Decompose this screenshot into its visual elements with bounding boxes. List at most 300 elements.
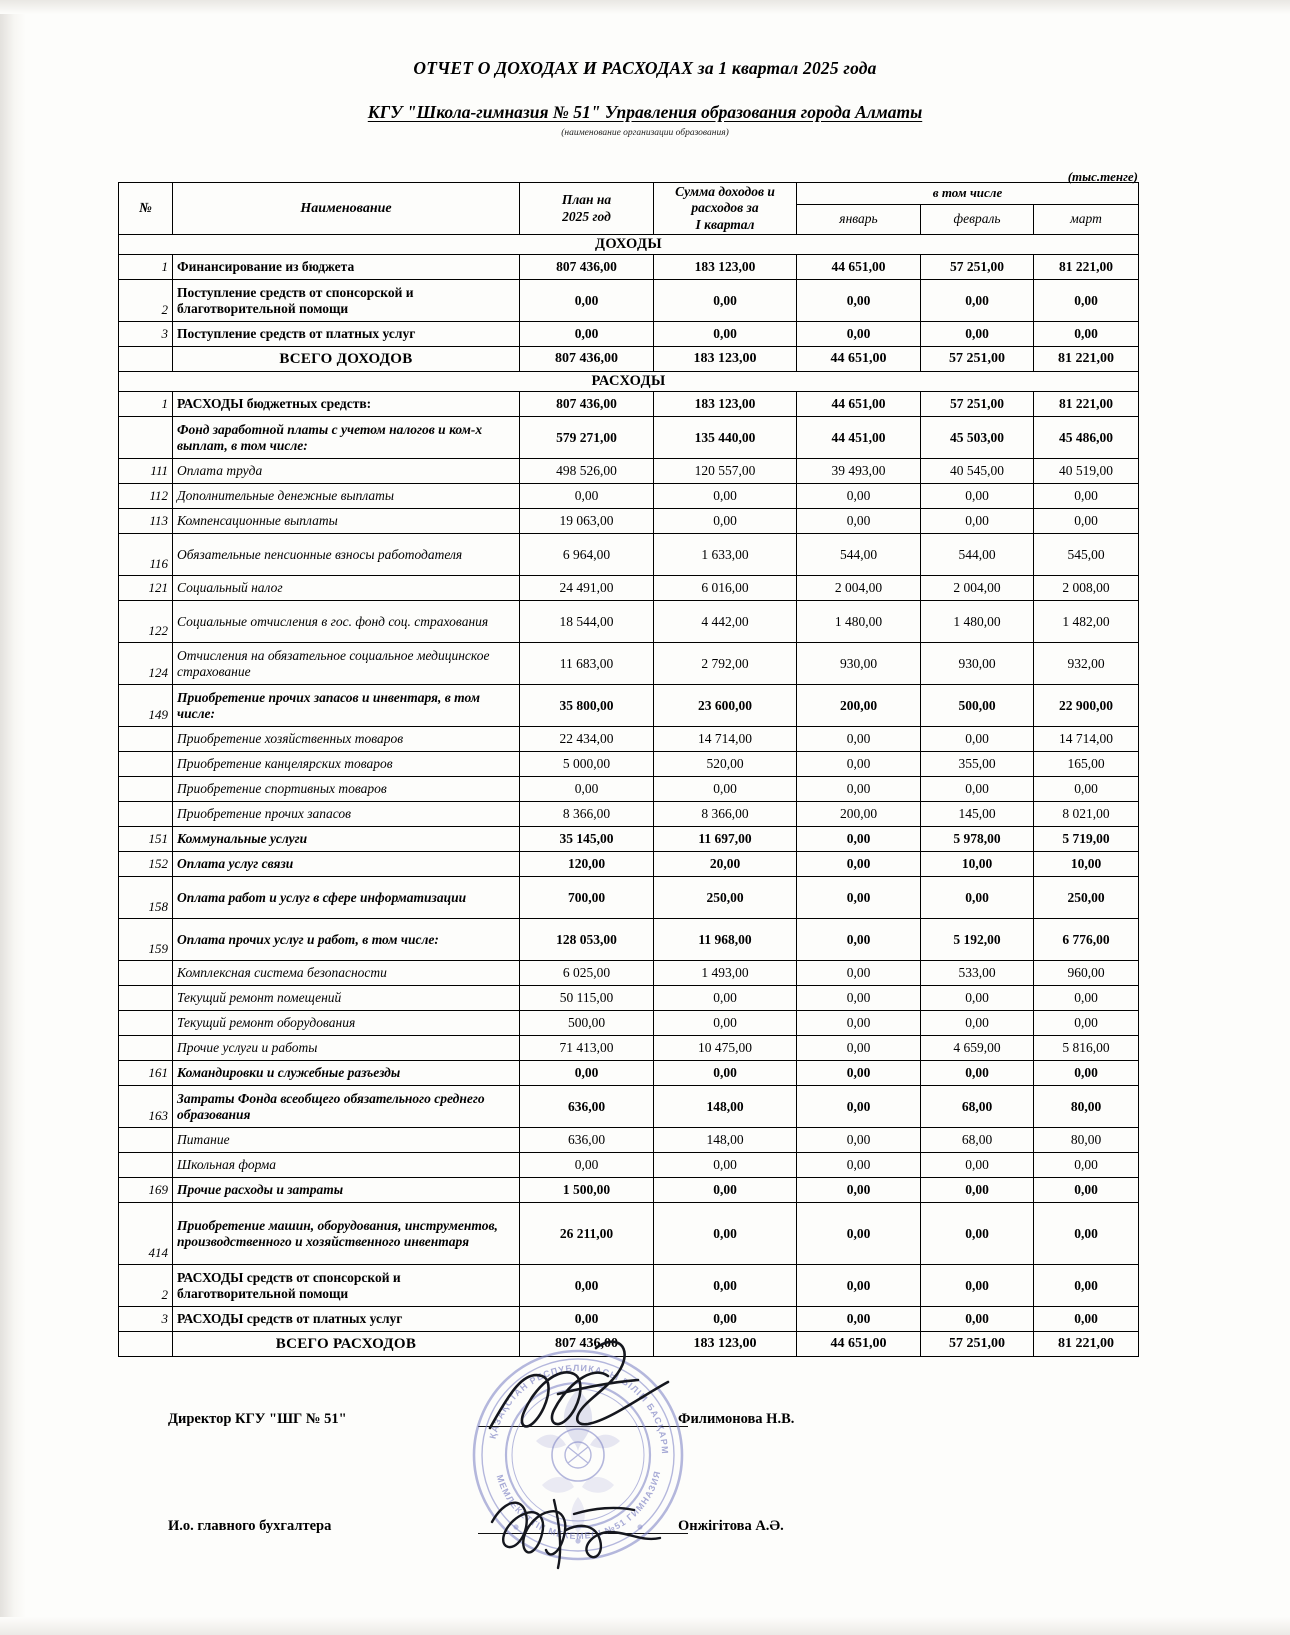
row-value-february: 10,00 — [921, 852, 1034, 877]
row-code: 121 — [119, 576, 173, 601]
row-value-plan: 19 063,00 — [520, 509, 654, 534]
row-label: РАСХОДЫ средств от платных услуг — [173, 1307, 520, 1332]
row-code — [119, 961, 173, 986]
row-value-plan: 71 413,00 — [520, 1036, 654, 1061]
section-banner-row — [119, 372, 1139, 392]
report-table — [118, 182, 1139, 1357]
row-label: Оплата прочих услуг и работ, в том числе: — [173, 919, 520, 961]
row-value-february: 68,00 — [921, 1086, 1034, 1128]
row-value-january: 44 451,00 — [797, 417, 921, 459]
row-value-quarter: 148,00 — [654, 1128, 797, 1153]
row-value-february: 0,00 — [921, 727, 1034, 752]
row-value-january: 0,00 — [797, 919, 921, 961]
row-value-february: 533,00 — [921, 961, 1034, 986]
table-row — [119, 601, 1139, 643]
row-value-january: 0,00 — [797, 1061, 921, 1086]
total-value-plan: 807 436,00 — [520, 1332, 654, 1357]
table-row — [119, 1036, 1139, 1061]
row-value-plan: 120,00 — [520, 852, 654, 877]
table-row — [119, 280, 1139, 322]
row-value-quarter: 0,00 — [654, 322, 797, 347]
table-total-row-income — [119, 347, 1139, 372]
row-code: 149 — [119, 685, 173, 727]
row-value-january: 39 493,00 — [797, 459, 921, 484]
row-code: 169 — [119, 1178, 173, 1203]
row-value-quarter: 0,00 — [654, 1307, 797, 1332]
row-value-quarter: 183 123,00 — [654, 392, 797, 417]
table-row — [119, 752, 1139, 777]
row-label: Оплата услуг связи — [173, 852, 520, 877]
row-value-march: 0,00 — [1034, 1061, 1139, 1086]
row-value-plan: 498 526,00 — [520, 459, 654, 484]
row-value-plan: 636,00 — [520, 1128, 654, 1153]
row-value-january: 44 651,00 — [797, 392, 921, 417]
row-code: 1 — [119, 392, 173, 417]
row-value-january: 0,00 — [797, 1011, 921, 1036]
row-value-quarter: 0,00 — [654, 1153, 797, 1178]
row-label: Оплата труда — [173, 459, 520, 484]
row-label: Приобретение машин, оборудования, инструментов, производственного и хозяйственного инвентаря — [173, 1203, 520, 1265]
units-label: (тыс.тенге) — [1067, 169, 1138, 184]
row-code: 158 — [119, 877, 173, 919]
row-value-quarter: 11 968,00 — [654, 919, 797, 961]
row-value-january: 0,00 — [797, 752, 921, 777]
row-value-quarter: 23 600,00 — [654, 685, 797, 727]
row-value-march: 8 021,00 — [1034, 802, 1139, 827]
header-plan — [520, 183, 654, 235]
row-label: Оплата работ и услуг в сфере информатизации — [173, 877, 520, 919]
row-value-plan: 807 436,00 — [520, 255, 654, 280]
row-value-plan: 11 683,00 — [520, 643, 654, 685]
row-value-february: 0,00 — [921, 1307, 1034, 1332]
row-value-march: 5 719,00 — [1034, 827, 1139, 852]
table-row — [119, 986, 1139, 1011]
row-value-march: 80,00 — [1034, 1128, 1139, 1153]
table-row — [119, 643, 1139, 685]
row-label: Социальный налог — [173, 576, 520, 601]
table-row — [119, 1086, 1139, 1128]
row-value-january: 0,00 — [797, 1128, 921, 1153]
table-row — [119, 802, 1139, 827]
row-label: Коммунальные услуги — [173, 827, 520, 852]
row-label: Приобретение спортивных товаров — [173, 777, 520, 802]
row-value-plan: 0,00 — [520, 777, 654, 802]
row-value-plan: 579 271,00 — [520, 417, 654, 459]
row-value-quarter: 120 557,00 — [654, 459, 797, 484]
table-row — [119, 484, 1139, 509]
row-label: Компенсационные выплаты — [173, 509, 520, 534]
header-march: март — [1034, 204, 1139, 235]
row-value-plan: 6 964,00 — [520, 534, 654, 576]
total-value-march: 81 221,00 — [1034, 347, 1139, 372]
row-value-quarter: 0,00 — [654, 777, 797, 802]
table-row — [119, 1061, 1139, 1086]
table-row — [119, 417, 1139, 459]
row-value-january: 0,00 — [797, 961, 921, 986]
row-label: Питание — [173, 1128, 520, 1153]
row-value-february: 68,00 — [921, 1128, 1034, 1153]
row-value-march: 0,00 — [1034, 1011, 1139, 1036]
row-value-plan: 0,00 — [520, 484, 654, 509]
row-value-january: 1 480,00 — [797, 601, 921, 643]
row-label: Затраты Фонда всеобщего обязательного среднего образования — [173, 1086, 520, 1128]
row-value-plan: 0,00 — [520, 1061, 654, 1086]
table-head — [119, 183, 1139, 235]
header-quarter-line1: Сумма доходов и — [675, 184, 775, 199]
row-value-january: 2 004,00 — [797, 576, 921, 601]
row-value-january: 0,00 — [797, 1265, 921, 1307]
row-value-plan: 18 544,00 — [520, 601, 654, 643]
row-value-quarter: 4 442,00 — [654, 601, 797, 643]
table-row — [119, 459, 1139, 484]
stamp-text-top: ҚАЗАҚСТАН РЕСПУБЛИКАСЫ БІЛІМ БАСҚАРМ — [487, 1362, 671, 1456]
row-value-march: 0,00 — [1034, 322, 1139, 347]
header-january: январь — [797, 204, 921, 235]
row-value-february: 0,00 — [921, 484, 1034, 509]
signature-person-director: Филимонова Н.В. — [678, 1411, 795, 1427]
row-code: 2 — [119, 1265, 173, 1307]
row-code: 1 — [119, 255, 173, 280]
row-value-march: 10,00 — [1034, 852, 1139, 877]
row-code: 112 — [119, 484, 173, 509]
signature-line-director — [478, 1425, 688, 1427]
row-value-march: 2 008,00 — [1034, 576, 1139, 601]
row-value-february: 0,00 — [921, 322, 1034, 347]
row-value-quarter: 0,00 — [654, 986, 797, 1011]
row-value-february: 0,00 — [921, 1061, 1034, 1086]
row-value-january: 0,00 — [797, 509, 921, 534]
row-value-february: 57 251,00 — [921, 255, 1034, 280]
row-value-quarter: 183 123,00 — [654, 255, 797, 280]
row-value-quarter: 148,00 — [654, 1086, 797, 1128]
row-value-january: 930,00 — [797, 643, 921, 685]
row-label: Приобретение прочих запасов и инвентаря, в том числе: — [173, 685, 520, 727]
row-value-march: 0,00 — [1034, 509, 1139, 534]
row-value-plan: 35 800,00 — [520, 685, 654, 727]
row-code — [119, 802, 173, 827]
header-group-included: в том числе — [797, 183, 1139, 205]
scan-edge-bottom — [0, 1617, 1290, 1635]
table-row — [119, 255, 1139, 280]
table-row — [119, 392, 1139, 417]
row-value-quarter: 8 366,00 — [654, 802, 797, 827]
header-plan-line2: 2025 год — [562, 208, 611, 224]
row-label: Текущий ремонт помещений — [173, 986, 520, 1011]
total-value-plan: 807 436,00 — [520, 347, 654, 372]
table-row — [119, 534, 1139, 576]
section-banner-0: ДОХОДЫ — [119, 235, 1139, 255]
total-label: ВСЕГО РАСХОДОВ — [173, 1332, 520, 1357]
row-label: РАСХОДЫ средств от спонсорской и благотворительной помощи — [173, 1265, 520, 1307]
row-value-march: 0,00 — [1034, 1178, 1139, 1203]
total-code — [119, 1332, 173, 1357]
row-value-february: 0,00 — [921, 1178, 1034, 1203]
row-label: Прочие услуги и работы — [173, 1036, 520, 1061]
total-code — [119, 347, 173, 372]
row-value-plan: 0,00 — [520, 1265, 654, 1307]
row-value-march: 5 816,00 — [1034, 1036, 1139, 1061]
row-code: 3 — [119, 1307, 173, 1332]
total-value-march: 81 221,00 — [1034, 1332, 1139, 1357]
row-value-march: 165,00 — [1034, 752, 1139, 777]
row-value-march: 960,00 — [1034, 961, 1139, 986]
table-row — [119, 1011, 1139, 1036]
row-label: Обязательные пенсионные взносы работодателя — [173, 534, 520, 576]
row-value-march: 0,00 — [1034, 1307, 1139, 1332]
table-row — [119, 827, 1139, 852]
row-value-february: 0,00 — [921, 986, 1034, 1011]
row-value-february: 45 503,00 — [921, 417, 1034, 459]
row-value-january: 0,00 — [797, 1086, 921, 1128]
table-row — [119, 509, 1139, 534]
row-value-january: 0,00 — [797, 322, 921, 347]
table-row — [119, 877, 1139, 919]
row-value-march: 14 714,00 — [1034, 727, 1139, 752]
row-value-quarter: 0,00 — [654, 1011, 797, 1036]
row-value-plan: 26 211,00 — [520, 1203, 654, 1265]
row-value-january: 0,00 — [797, 777, 921, 802]
row-value-quarter: 135 440,00 — [654, 417, 797, 459]
document-title: ОТЧЕТ О ДОХОДАХ И РАСХОДАХ за 1 квартал 2025 года — [413, 58, 877, 78]
row-value-quarter: 0,00 — [654, 1061, 797, 1086]
row-value-january: 44 651,00 — [797, 255, 921, 280]
row-value-march: 0,00 — [1034, 986, 1139, 1011]
row-value-january: 0,00 — [797, 827, 921, 852]
table-row — [119, 1203, 1139, 1265]
row-value-march: 0,00 — [1034, 280, 1139, 322]
total-value-quarter: 183 123,00 — [654, 347, 797, 372]
table-row — [119, 576, 1139, 601]
row-code — [119, 727, 173, 752]
row-value-january: 200,00 — [797, 685, 921, 727]
row-code — [119, 777, 173, 802]
total-value-quarter: 183 123,00 — [654, 1332, 797, 1357]
total-value-february: 57 251,00 — [921, 347, 1034, 372]
row-value-january: 0,00 — [797, 1153, 921, 1178]
row-value-quarter: 250,00 — [654, 877, 797, 919]
row-value-january: 0,00 — [797, 986, 921, 1011]
row-value-quarter: 1 493,00 — [654, 961, 797, 986]
row-value-plan: 8 366,00 — [520, 802, 654, 827]
row-label: Комплексная система безопасности — [173, 961, 520, 986]
row-value-plan: 0,00 — [520, 1153, 654, 1178]
row-label: Отчисления на обязательное социальное медицинское страхование — [173, 643, 520, 685]
scan-edge-top — [0, 0, 1290, 14]
table-body — [119, 235, 1139, 1357]
row-value-plan: 0,00 — [520, 1307, 654, 1332]
total-value-january: 44 651,00 — [797, 347, 921, 372]
row-code: 161 — [119, 1061, 173, 1086]
row-value-january: 200,00 — [797, 802, 921, 827]
row-value-january: 0,00 — [797, 1178, 921, 1203]
row-value-plan: 636,00 — [520, 1086, 654, 1128]
row-value-february: 4 659,00 — [921, 1036, 1034, 1061]
row-value-march: 6 776,00 — [1034, 919, 1139, 961]
row-value-january: 0,00 — [797, 852, 921, 877]
signature-role-director: Директор КГУ "ШГ № 51" — [168, 1411, 347, 1427]
row-value-february: 5 192,00 — [921, 919, 1034, 961]
table-row — [119, 1307, 1139, 1332]
row-code: 111 — [119, 459, 173, 484]
row-value-plan: 5 000,00 — [520, 752, 654, 777]
row-label: Поступление средств от платных услуг — [173, 322, 520, 347]
row-value-february: 0,00 — [921, 1265, 1034, 1307]
row-value-march: 22 900,00 — [1034, 685, 1139, 727]
row-value-plan: 35 145,00 — [520, 827, 654, 852]
table-row — [119, 685, 1139, 727]
row-value-march: 0,00 — [1034, 484, 1139, 509]
signature-person-accountant: Онжігітова А.Ә. — [678, 1518, 784, 1534]
row-value-february: 5 978,00 — [921, 827, 1034, 852]
row-value-march: 40 519,00 — [1034, 459, 1139, 484]
row-value-january: 0,00 — [797, 1036, 921, 1061]
total-label: ВСЕГО ДОХОДОВ — [173, 347, 520, 372]
row-value-plan: 1 500,00 — [520, 1178, 654, 1203]
row-value-february: 544,00 — [921, 534, 1034, 576]
total-value-january: 44 651,00 — [797, 1332, 921, 1357]
table-row — [119, 1128, 1139, 1153]
organization-name-text: КГУ "Школа-гимназия № 51" Управления образования города Алматы — [367, 102, 923, 122]
row-value-march: 1 482,00 — [1034, 601, 1139, 643]
row-code — [119, 1153, 173, 1178]
row-value-february: 40 545,00 — [921, 459, 1034, 484]
row-value-quarter: 0,00 — [654, 1178, 797, 1203]
row-value-february: 2 004,00 — [921, 576, 1034, 601]
row-value-quarter: 0,00 — [654, 1265, 797, 1307]
row-value-plan: 0,00 — [520, 322, 654, 347]
row-code: 2 — [119, 280, 173, 322]
table-row — [119, 777, 1139, 802]
header-row-1 — [119, 183, 1139, 205]
organization-name — [0, 102, 1290, 123]
row-value-march: 0,00 — [1034, 1153, 1139, 1178]
row-value-march: 250,00 — [1034, 877, 1139, 919]
row-value-quarter: 6 016,00 — [654, 576, 797, 601]
total-value-february: 57 251,00 — [921, 1332, 1034, 1357]
row-value-march: 0,00 — [1034, 1203, 1139, 1265]
row-value-march: 45 486,00 — [1034, 417, 1139, 459]
row-value-february: 0,00 — [921, 1203, 1034, 1265]
row-label: Текущий ремонт оборудования — [173, 1011, 520, 1036]
header-quarter-line2: расходов за — [691, 200, 759, 216]
row-value-quarter: 0,00 — [654, 1203, 797, 1265]
row-value-plan: 24 491,00 — [520, 576, 654, 601]
section-banner-row — [119, 235, 1139, 255]
row-value-march: 545,00 — [1034, 534, 1139, 576]
row-value-february: 145,00 — [921, 802, 1034, 827]
table-row — [119, 961, 1139, 986]
row-value-february: 0,00 — [921, 509, 1034, 534]
row-code — [119, 417, 173, 459]
row-code — [119, 1128, 173, 1153]
table-row — [119, 1178, 1139, 1203]
row-value-quarter: 0,00 — [654, 280, 797, 322]
row-label: Фонд заработной платы с учетом налогов и ком-х выплат, в том числе: — [173, 417, 520, 459]
row-label: Приобретение хозяйственных товаров — [173, 727, 520, 752]
row-label: Финансирование из бюджета — [173, 255, 520, 280]
row-value-january: 544,00 — [797, 534, 921, 576]
row-value-march: 0,00 — [1034, 777, 1139, 802]
scan-edge-left — [0, 0, 26, 1635]
svg-text:МЕМЛЕКЕТТІК МЕКЕМЕСІ №51 ГИМН — [495, 1469, 663, 1541]
row-value-plan: 22 434,00 — [520, 727, 654, 752]
svg-text:ҚАЗАҚСТАН РЕСПУБЛИКАСЫ БІЛІМ Б — [468, 1345, 670, 1455]
row-value-march: 932,00 — [1034, 643, 1139, 685]
header-quarter — [654, 183, 797, 235]
row-value-plan: 6 025,00 — [520, 961, 654, 986]
organization-note: (наименование организации образования) — [561, 128, 729, 138]
row-value-quarter: 1 633,00 — [654, 534, 797, 576]
table-row — [119, 1153, 1139, 1178]
row-value-january: 0,00 — [797, 484, 921, 509]
row-code: 116 — [119, 534, 173, 576]
row-value-february: 500,00 — [921, 685, 1034, 727]
signature-line-accountant — [478, 1532, 688, 1534]
row-label: Школьная форма — [173, 1153, 520, 1178]
header-february: февраль — [921, 204, 1034, 235]
row-value-march: 80,00 — [1034, 1086, 1139, 1128]
row-code: 414 — [119, 1203, 173, 1265]
row-value-january: 0,00 — [797, 1307, 921, 1332]
row-value-quarter: 20,00 — [654, 852, 797, 877]
row-label: Приобретение канцелярских товаров — [173, 752, 520, 777]
row-value-february: 0,00 — [921, 280, 1034, 322]
row-value-quarter: 520,00 — [654, 752, 797, 777]
row-value-february: 0,00 — [921, 1153, 1034, 1178]
row-value-march: 81 221,00 — [1034, 255, 1139, 280]
row-value-january: 0,00 — [797, 727, 921, 752]
row-code: 3 — [119, 322, 173, 347]
row-label: Прочие расходы и затраты — [173, 1178, 520, 1203]
row-code: 122 — [119, 601, 173, 643]
row-value-march: 81 221,00 — [1034, 392, 1139, 417]
header-num: № — [119, 183, 173, 235]
row-code — [119, 752, 173, 777]
row-label: Социальные отчисления в гос. фонд соц. страхования — [173, 601, 520, 643]
table-row — [119, 1265, 1139, 1307]
table-row — [119, 919, 1139, 961]
row-value-quarter: 11 697,00 — [654, 827, 797, 852]
row-value-plan: 0,00 — [520, 280, 654, 322]
row-label: РАСХОДЫ бюджетных средств: — [173, 392, 520, 417]
row-value-january: 0,00 — [797, 877, 921, 919]
row-value-january: 0,00 — [797, 1203, 921, 1265]
signature-role-accountant: И.о. главного бухгалтера — [168, 1518, 332, 1534]
table-total-row-expense — [119, 1332, 1139, 1357]
row-value-plan: 807 436,00 — [520, 392, 654, 417]
row-code — [119, 1036, 173, 1061]
row-code: 113 — [119, 509, 173, 534]
row-code: 159 — [119, 919, 173, 961]
row-value-plan: 128 053,00 — [520, 919, 654, 961]
section-banner-1: РАСХОДЫ — [119, 372, 1139, 392]
row-value-quarter: 10 475,00 — [654, 1036, 797, 1061]
row-label: Командировки и служебные разъезды — [173, 1061, 520, 1086]
row-value-plan: 700,00 — [520, 877, 654, 919]
row-code: 151 — [119, 827, 173, 852]
row-value-march: 0,00 — [1034, 1265, 1139, 1307]
table-row — [119, 322, 1139, 347]
row-value-january: 0,00 — [797, 280, 921, 322]
row-label: Приобретение прочих запасов — [173, 802, 520, 827]
row-value-february: 0,00 — [921, 1011, 1034, 1036]
row-value-quarter: 0,00 — [654, 509, 797, 534]
table-row — [119, 852, 1139, 877]
row-code — [119, 986, 173, 1011]
row-label: Поступление средств от спонсорской и благотворительной помощи — [173, 280, 520, 322]
row-value-february: 57 251,00 — [921, 392, 1034, 417]
header-plan-line1: План на — [561, 192, 612, 208]
